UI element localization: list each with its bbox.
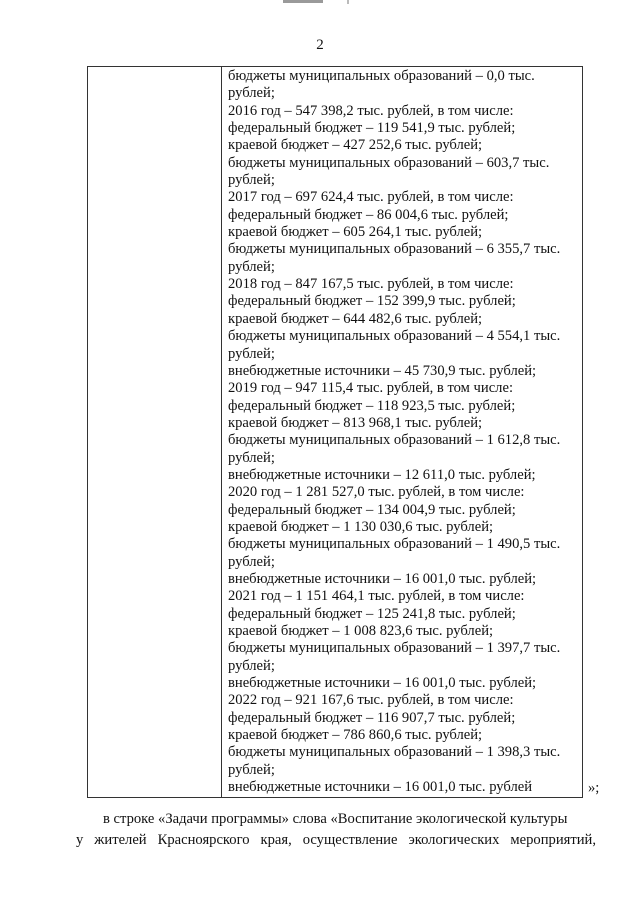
table-line: федеральный бюджет – 152 399,9 тыс. рублей; bbox=[228, 293, 516, 310]
table-line: федеральный бюджет – 118 923,5 тыс. рублей; bbox=[228, 397, 516, 414]
funding-table bbox=[87, 66, 583, 798]
table-line: внебюджетные источники – 16 001,0 тыс. рублей; bbox=[228, 675, 537, 692]
table-line: федеральный бюджет – 134 004,9 тыс. рублей; bbox=[228, 501, 516, 518]
table-line: федеральный бюджет – 86 004,6 тыс. рублей; bbox=[228, 206, 509, 223]
table-line: рублей; bbox=[228, 553, 275, 570]
table-line: бюджеты муниципальных образований – 1 490,5 тыс. bbox=[228, 536, 561, 553]
table-line: рублей; bbox=[228, 449, 275, 466]
table-line: бюджеты муниципальных образований – 6 355,7 тыс. bbox=[228, 241, 561, 258]
table-line: 2020 год – 1 281 527,0 тыс. рублей, в том числе: bbox=[228, 484, 525, 501]
table-line: внебюджетные источники – 45 730,9 тыс. рублей; bbox=[228, 362, 537, 379]
closing-quote: »; bbox=[588, 780, 600, 796]
table-line: рублей; bbox=[228, 345, 275, 362]
table-line: рублей; bbox=[228, 172, 275, 189]
table-line: федеральный бюджет – 116 907,7 тыс. рублей; bbox=[228, 709, 516, 726]
table-line: рублей; bbox=[228, 657, 275, 674]
table-line: 2018 год – 847 167,5 тыс. рублей, в том числе: bbox=[228, 276, 514, 293]
table-line: федеральный бюджет – 119 541,9 тыс. рублей; bbox=[228, 120, 516, 137]
table-line: краевой бюджет – 1 130 030,6 тыс. рублей; bbox=[228, 518, 494, 535]
table-line: 2021 год – 1 151 464,1 тыс. рублей, в том числе: bbox=[228, 588, 525, 605]
table-line: 2022 год – 921 167,6 тыс. рублей, в том числе: bbox=[228, 692, 514, 709]
scan-artifact bbox=[347, 0, 349, 4]
page-number: 2 bbox=[316, 37, 324, 53]
table-line: бюджеты муниципальных образований – 1 398,3 тыс. bbox=[228, 744, 561, 761]
table-left-cell bbox=[88, 67, 222, 797]
table-line: 2019 год – 947 115,4 тыс. рублей, в том числе: bbox=[228, 380, 513, 397]
table-line: краевой бюджет – 813 968,1 тыс. рублей; bbox=[228, 414, 483, 431]
paragraph-text: у жителей Красноярского края, осуществление экологических мероприятий, bbox=[76, 832, 596, 848]
table-line: внебюджетные источники – 16 001,0 тыс. рублей bbox=[228, 779, 533, 796]
table-line: бюджеты муниципальных образований – 603,7 тыс. bbox=[228, 154, 550, 171]
table-line: краевой бюджет – 427 252,6 тыс. рублей; bbox=[228, 137, 483, 154]
paragraph-text: в строке «Задачи программы» слова «Воспитание экологической культуры bbox=[103, 811, 568, 827]
table-line: 2016 год – 547 398,2 тыс. рублей, в том числе: bbox=[228, 102, 514, 119]
table-right-cell bbox=[222, 67, 582, 797]
table-line: бюджеты муниципальных образований – 0,0 тыс. bbox=[228, 68, 535, 84]
scan-artifact bbox=[283, 0, 323, 3]
table-line: краевой бюджет – 605 264,1 тыс. рублей; bbox=[228, 224, 483, 241]
table-line: рублей; bbox=[228, 761, 275, 778]
table-line: федеральный бюджет – 125 241,8 тыс. рублей; bbox=[228, 605, 516, 622]
table-line: бюджеты муниципальных образований – 1 612,8 тыс. bbox=[228, 432, 561, 449]
table-line: краевой бюджет – 644 482,6 тыс. рублей; bbox=[228, 310, 483, 327]
table-line: бюджеты муниципальных образований – 1 397,7 тыс. bbox=[228, 640, 561, 657]
table-line: краевой бюджет – 1 008 823,6 тыс. рублей; bbox=[228, 623, 494, 639]
table-line: внебюджетные источники – 16 001,0 тыс. рублей; bbox=[228, 570, 537, 587]
table-line: рублей; bbox=[228, 85, 275, 102]
table-line: рублей; bbox=[228, 258, 275, 275]
table-line: внебюджетные источники – 12 611,0 тыс. рублей; bbox=[228, 466, 536, 483]
table-line: краевой бюджет – 786 860,6 тыс. рублей; bbox=[228, 727, 483, 744]
table-line: 2017 год – 697 624,4 тыс. рублей, в том числе: bbox=[228, 189, 514, 206]
table-line: бюджеты муниципальных образований – 4 554,1 тыс. bbox=[228, 328, 561, 345]
